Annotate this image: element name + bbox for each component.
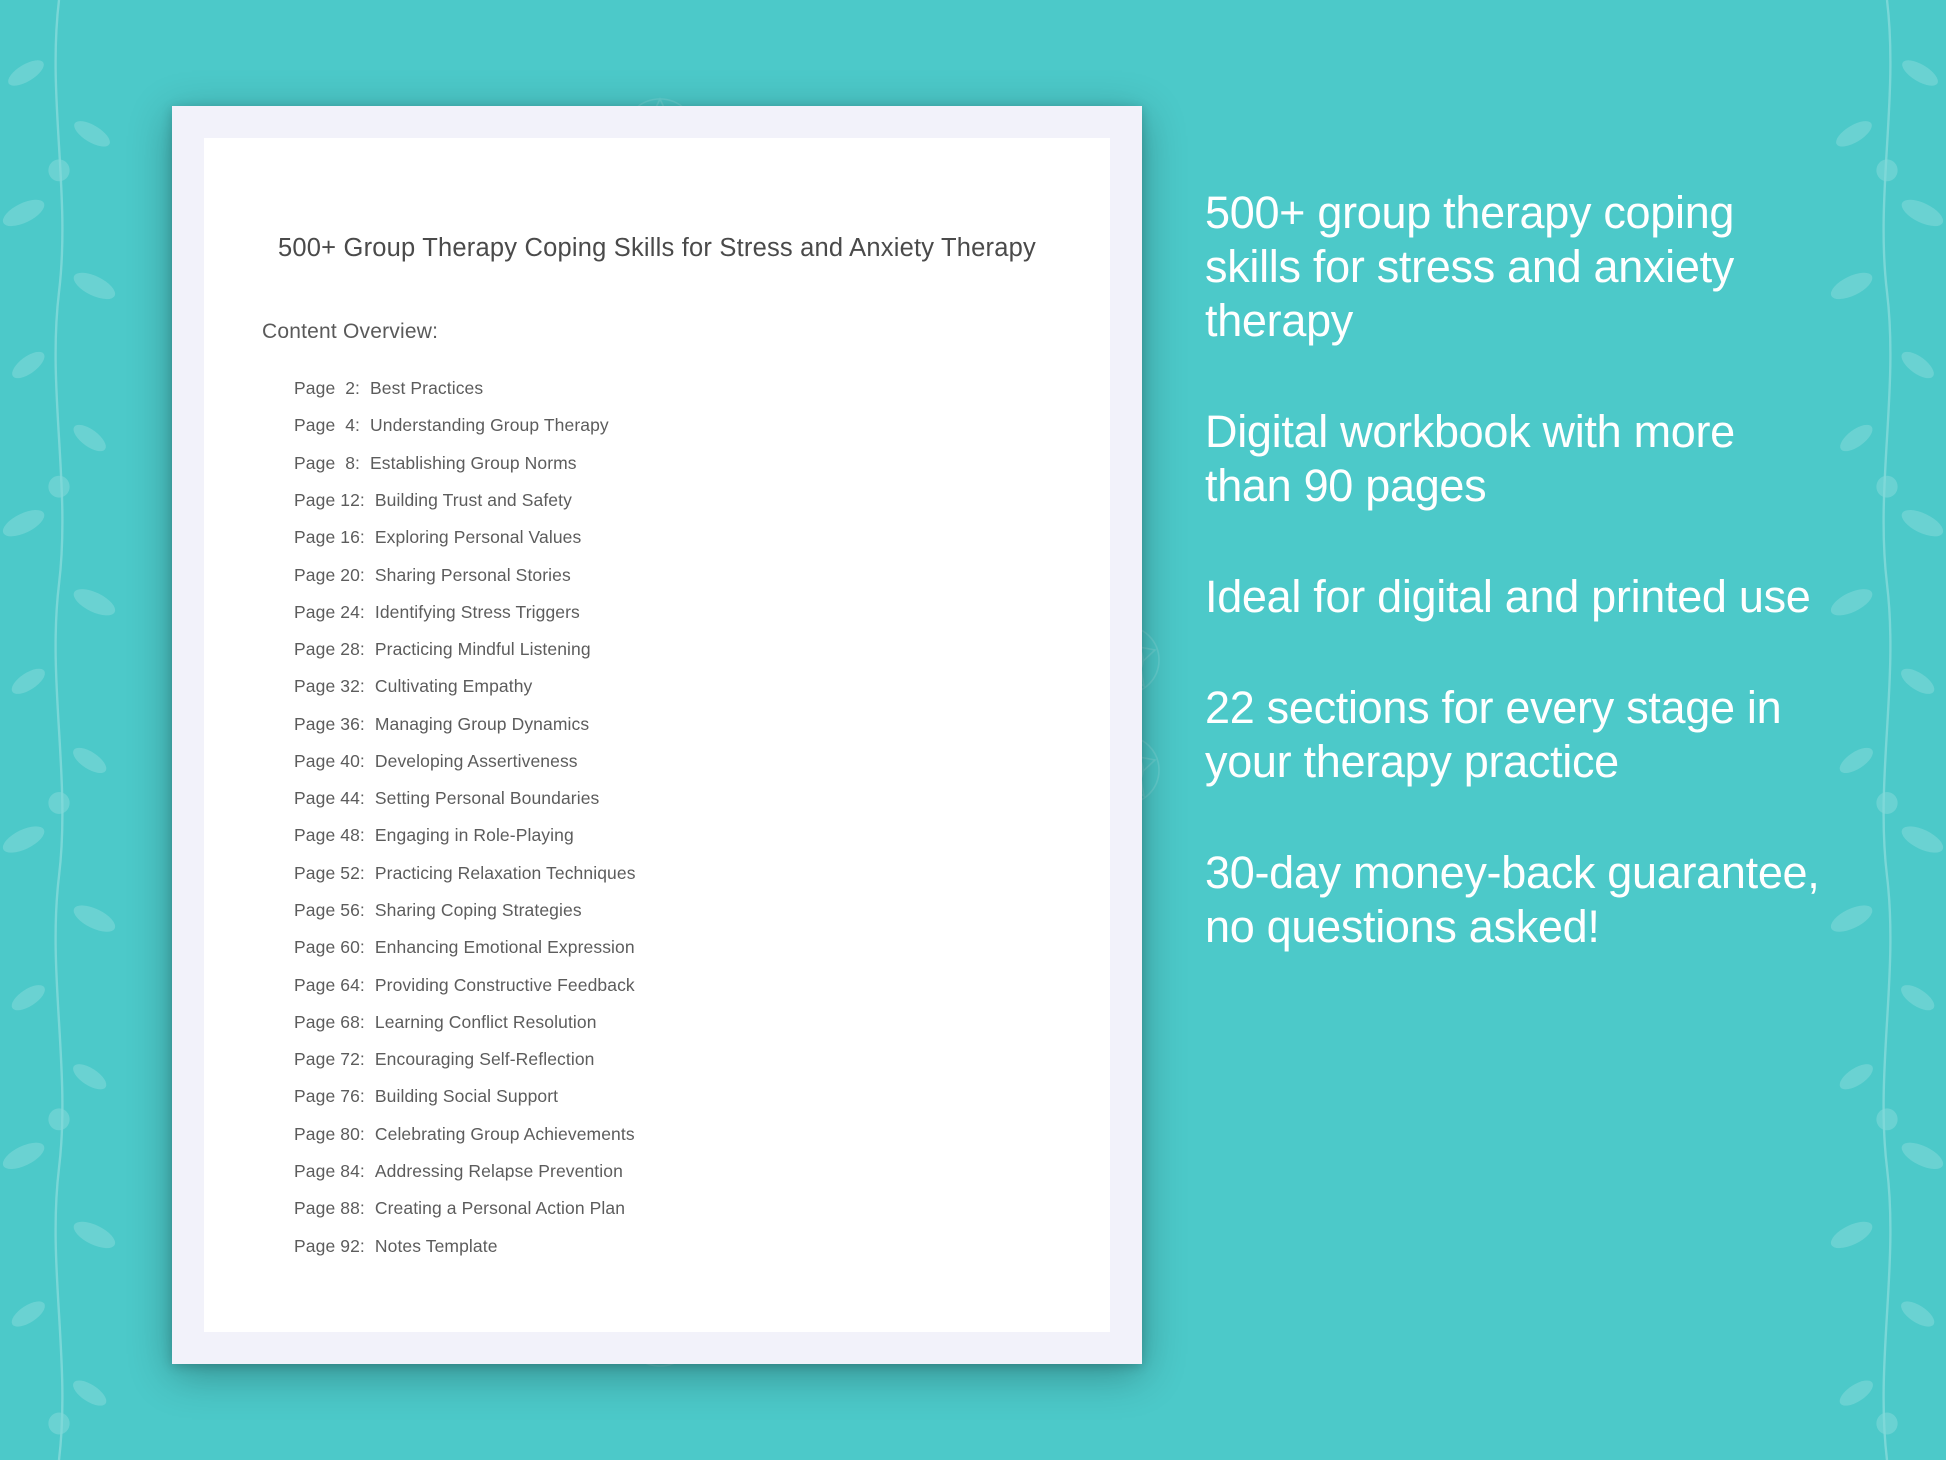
toc-entry-title: Setting Personal Boundaries bbox=[374, 788, 600, 809]
toc-entry-page: Page 16: bbox=[294, 527, 365, 548]
toc-entry-page: Page 56: bbox=[294, 900, 365, 921]
toc-entry-title: Developing Assertiveness bbox=[374, 750, 578, 771]
toc-entry bbox=[294, 631, 1052, 668]
toc-entry-title: Learning Conflict Resolution bbox=[374, 1011, 597, 1032]
toc-entry bbox=[294, 668, 1052, 705]
toc-entry bbox=[294, 929, 1052, 966]
toc-entry bbox=[294, 1153, 1052, 1190]
toc-entry bbox=[294, 557, 1052, 594]
toc-entry bbox=[294, 855, 1052, 892]
toc-entry-title: Best Practices bbox=[370, 378, 484, 399]
toc-entry-page: Page 36: bbox=[294, 713, 365, 734]
toc-entry bbox=[294, 1004, 1052, 1041]
toc-entry-page: Page 32: bbox=[294, 676, 365, 697]
toc-entry-title: Establishing Group Norms bbox=[370, 452, 577, 473]
promo-block: 22 sections for every stage in your therapy practice bbox=[1205, 682, 1782, 787]
toc-entry-title: Sharing Coping Strategies bbox=[374, 900, 582, 921]
page-title: 500+ Group Therapy Coping Skills for Stress and Anxiety Therapy bbox=[278, 234, 1036, 262]
toc-entry bbox=[294, 1190, 1052, 1227]
toc-entry bbox=[294, 780, 1052, 817]
toc-entry-title: Exploring Personal Values bbox=[374, 527, 582, 548]
toc-entry-page: Page 64: bbox=[294, 974, 365, 995]
toc-entry-page: Page 72: bbox=[294, 1049, 365, 1070]
toc-entry-title: Creating a Personal Action Plan bbox=[374, 1198, 626, 1219]
toc-entry-page: Page 12: bbox=[294, 489, 365, 510]
toc-entry bbox=[294, 967, 1052, 1004]
toc-entry-page: Page 48: bbox=[294, 825, 365, 846]
toc-entry bbox=[294, 519, 1052, 556]
toc-entry-page: Page 28: bbox=[294, 639, 365, 660]
toc-entry bbox=[294, 1079, 1052, 1116]
promo-block: 500+ group therapy coping skills for stress and anxiety therapy bbox=[1205, 187, 1735, 346]
toc-entry-page: Page 8: bbox=[294, 452, 360, 473]
toc-entry-title: Understanding Group Therapy bbox=[370, 415, 609, 436]
toc-entry-page: Page 92: bbox=[294, 1235, 365, 1256]
toc-entry bbox=[294, 818, 1052, 855]
toc-entry-page: Page 84: bbox=[294, 1161, 365, 1181]
toc-entry bbox=[294, 407, 1052, 444]
toc-entry bbox=[294, 1228, 1052, 1265]
promo-block: 30-day money-back guarantee, no questions asked! bbox=[1205, 847, 1820, 952]
toc-entry-title: Engaging in Role-Playing bbox=[374, 825, 574, 846]
promo-block: Ideal for digital and printed use bbox=[1205, 571, 1811, 622]
content-overview-label: Content Overview: bbox=[262, 320, 439, 344]
toc-entry bbox=[294, 892, 1052, 929]
toc-entry-title: Enhancing Emotional Expression bbox=[374, 937, 635, 958]
workbook-preview bbox=[172, 106, 1142, 1364]
toc-entry-page: Page 76: bbox=[294, 1086, 365, 1107]
toc-entry bbox=[294, 482, 1052, 519]
toc-entry bbox=[294, 445, 1052, 482]
toc-entry-page: Page 20: bbox=[294, 564, 365, 585]
toc-entry bbox=[294, 743, 1052, 780]
toc-entry-page: Page 88: bbox=[294, 1198, 365, 1219]
toc-entry-page: Page 60: bbox=[294, 937, 365, 958]
document-page-border bbox=[172, 106, 1142, 1364]
table-of-contents bbox=[262, 370, 1052, 1265]
toc-entry-title: Addressing Relapse Prevention bbox=[374, 1161, 623, 1181]
toc-entry-page: Page 68: bbox=[294, 1011, 365, 1032]
toc-entry-page: Page 2: bbox=[294, 378, 360, 399]
toc-entry-title: Celebrating Group Achievements bbox=[374, 1123, 635, 1144]
toc-entry-title: Managing Group Dynamics bbox=[374, 713, 590, 734]
toc-entry-title: Practicing Relaxation Techniques bbox=[374, 862, 636, 883]
toc-entry bbox=[294, 370, 1052, 407]
toc-entry-title: Providing Constructive Feedback bbox=[374, 974, 635, 995]
floral-border-left-icon bbox=[0, 0, 118, 1460]
toc-entry bbox=[294, 706, 1052, 743]
toc-entry bbox=[294, 594, 1052, 631]
floral-border-right-icon bbox=[1828, 0, 1946, 1460]
toc-entry-title: Practicing Mindful Listening bbox=[374, 639, 591, 660]
toc-entry-title: Building Trust and Safety bbox=[374, 489, 572, 510]
toc-entry-title: Identifying Stress Triggers bbox=[374, 601, 580, 622]
toc-entry bbox=[294, 1116, 1052, 1153]
toc-entry-page: Page 40: bbox=[294, 750, 365, 771]
promo-list bbox=[1205, 186, 1825, 954]
toc-entry-title: Sharing Personal Stories bbox=[374, 564, 571, 585]
toc-entry-title: Building Social Support bbox=[374, 1086, 559, 1107]
toc-entry-page: Page 52: bbox=[294, 862, 365, 883]
toc-entry-title: Notes Template bbox=[374, 1235, 498, 1256]
document-page bbox=[204, 138, 1110, 1332]
toc-entry-page: Page 80: bbox=[294, 1123, 365, 1144]
toc-entry-title: Encouraging Self-Reflection bbox=[374, 1049, 595, 1070]
toc-entry bbox=[294, 1041, 1052, 1078]
toc-entry-page: Page 4: bbox=[294, 415, 360, 436]
promo-block: Digital workbook with more than 90 pages bbox=[1205, 406, 1735, 511]
toc-entry-page: Page 44: bbox=[294, 788, 365, 809]
toc-entry-title: Cultivating Empathy bbox=[374, 676, 533, 697]
toc-entry-page: Page 24: bbox=[294, 601, 365, 622]
